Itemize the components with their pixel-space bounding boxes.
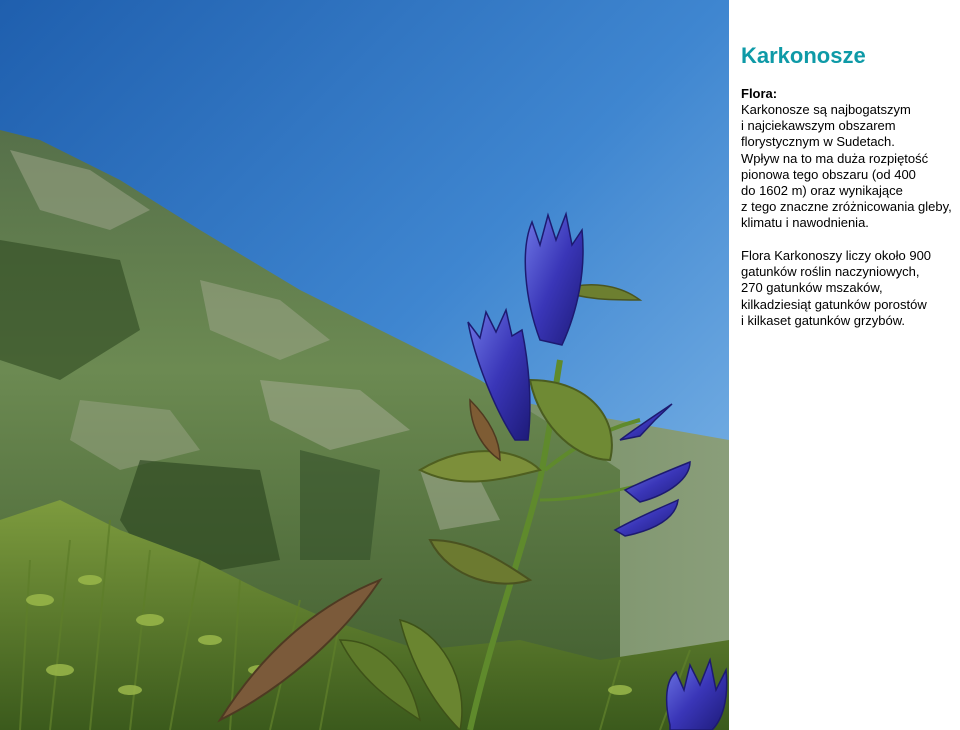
text-line: 270 gatunków mszaków, [741, 280, 883, 296]
text-line: kilkadziesiąt gatunków porostów [741, 296, 927, 312]
text-line: gatunków roślin naczyniowych, [741, 264, 920, 280]
page-title: Karkonosze [741, 43, 866, 68]
text-line: pionowa tego obszaru (od 400 [741, 166, 916, 182]
text-line: Karkonosze są najbogatszym [741, 102, 911, 117]
text-line: i najciekawszym obszarem [741, 118, 896, 134]
text-line: z tego znaczne zróżnicowania gleby, [741, 199, 952, 215]
text-line: do 1602 m) oraz wynikające [741, 183, 903, 199]
flora-paragraph-2 [741, 248, 960, 329]
flora-paragraph-1 [741, 102, 960, 232]
info-panel [729, 0, 960, 730]
text-line: i kilkaset gatunków grzybów. [741, 312, 906, 328]
text-line: Flora Karkonoszy liczy około 900 [741, 248, 932, 263]
text-line: florystycznym w Sudetach. [741, 134, 895, 150]
section-label: Flora: [741, 86, 778, 101]
text-line: klimatu i nawodnienia. [741, 215, 869, 231]
text-line: Wpływ na to ma duża rozpiętość [741, 150, 929, 166]
